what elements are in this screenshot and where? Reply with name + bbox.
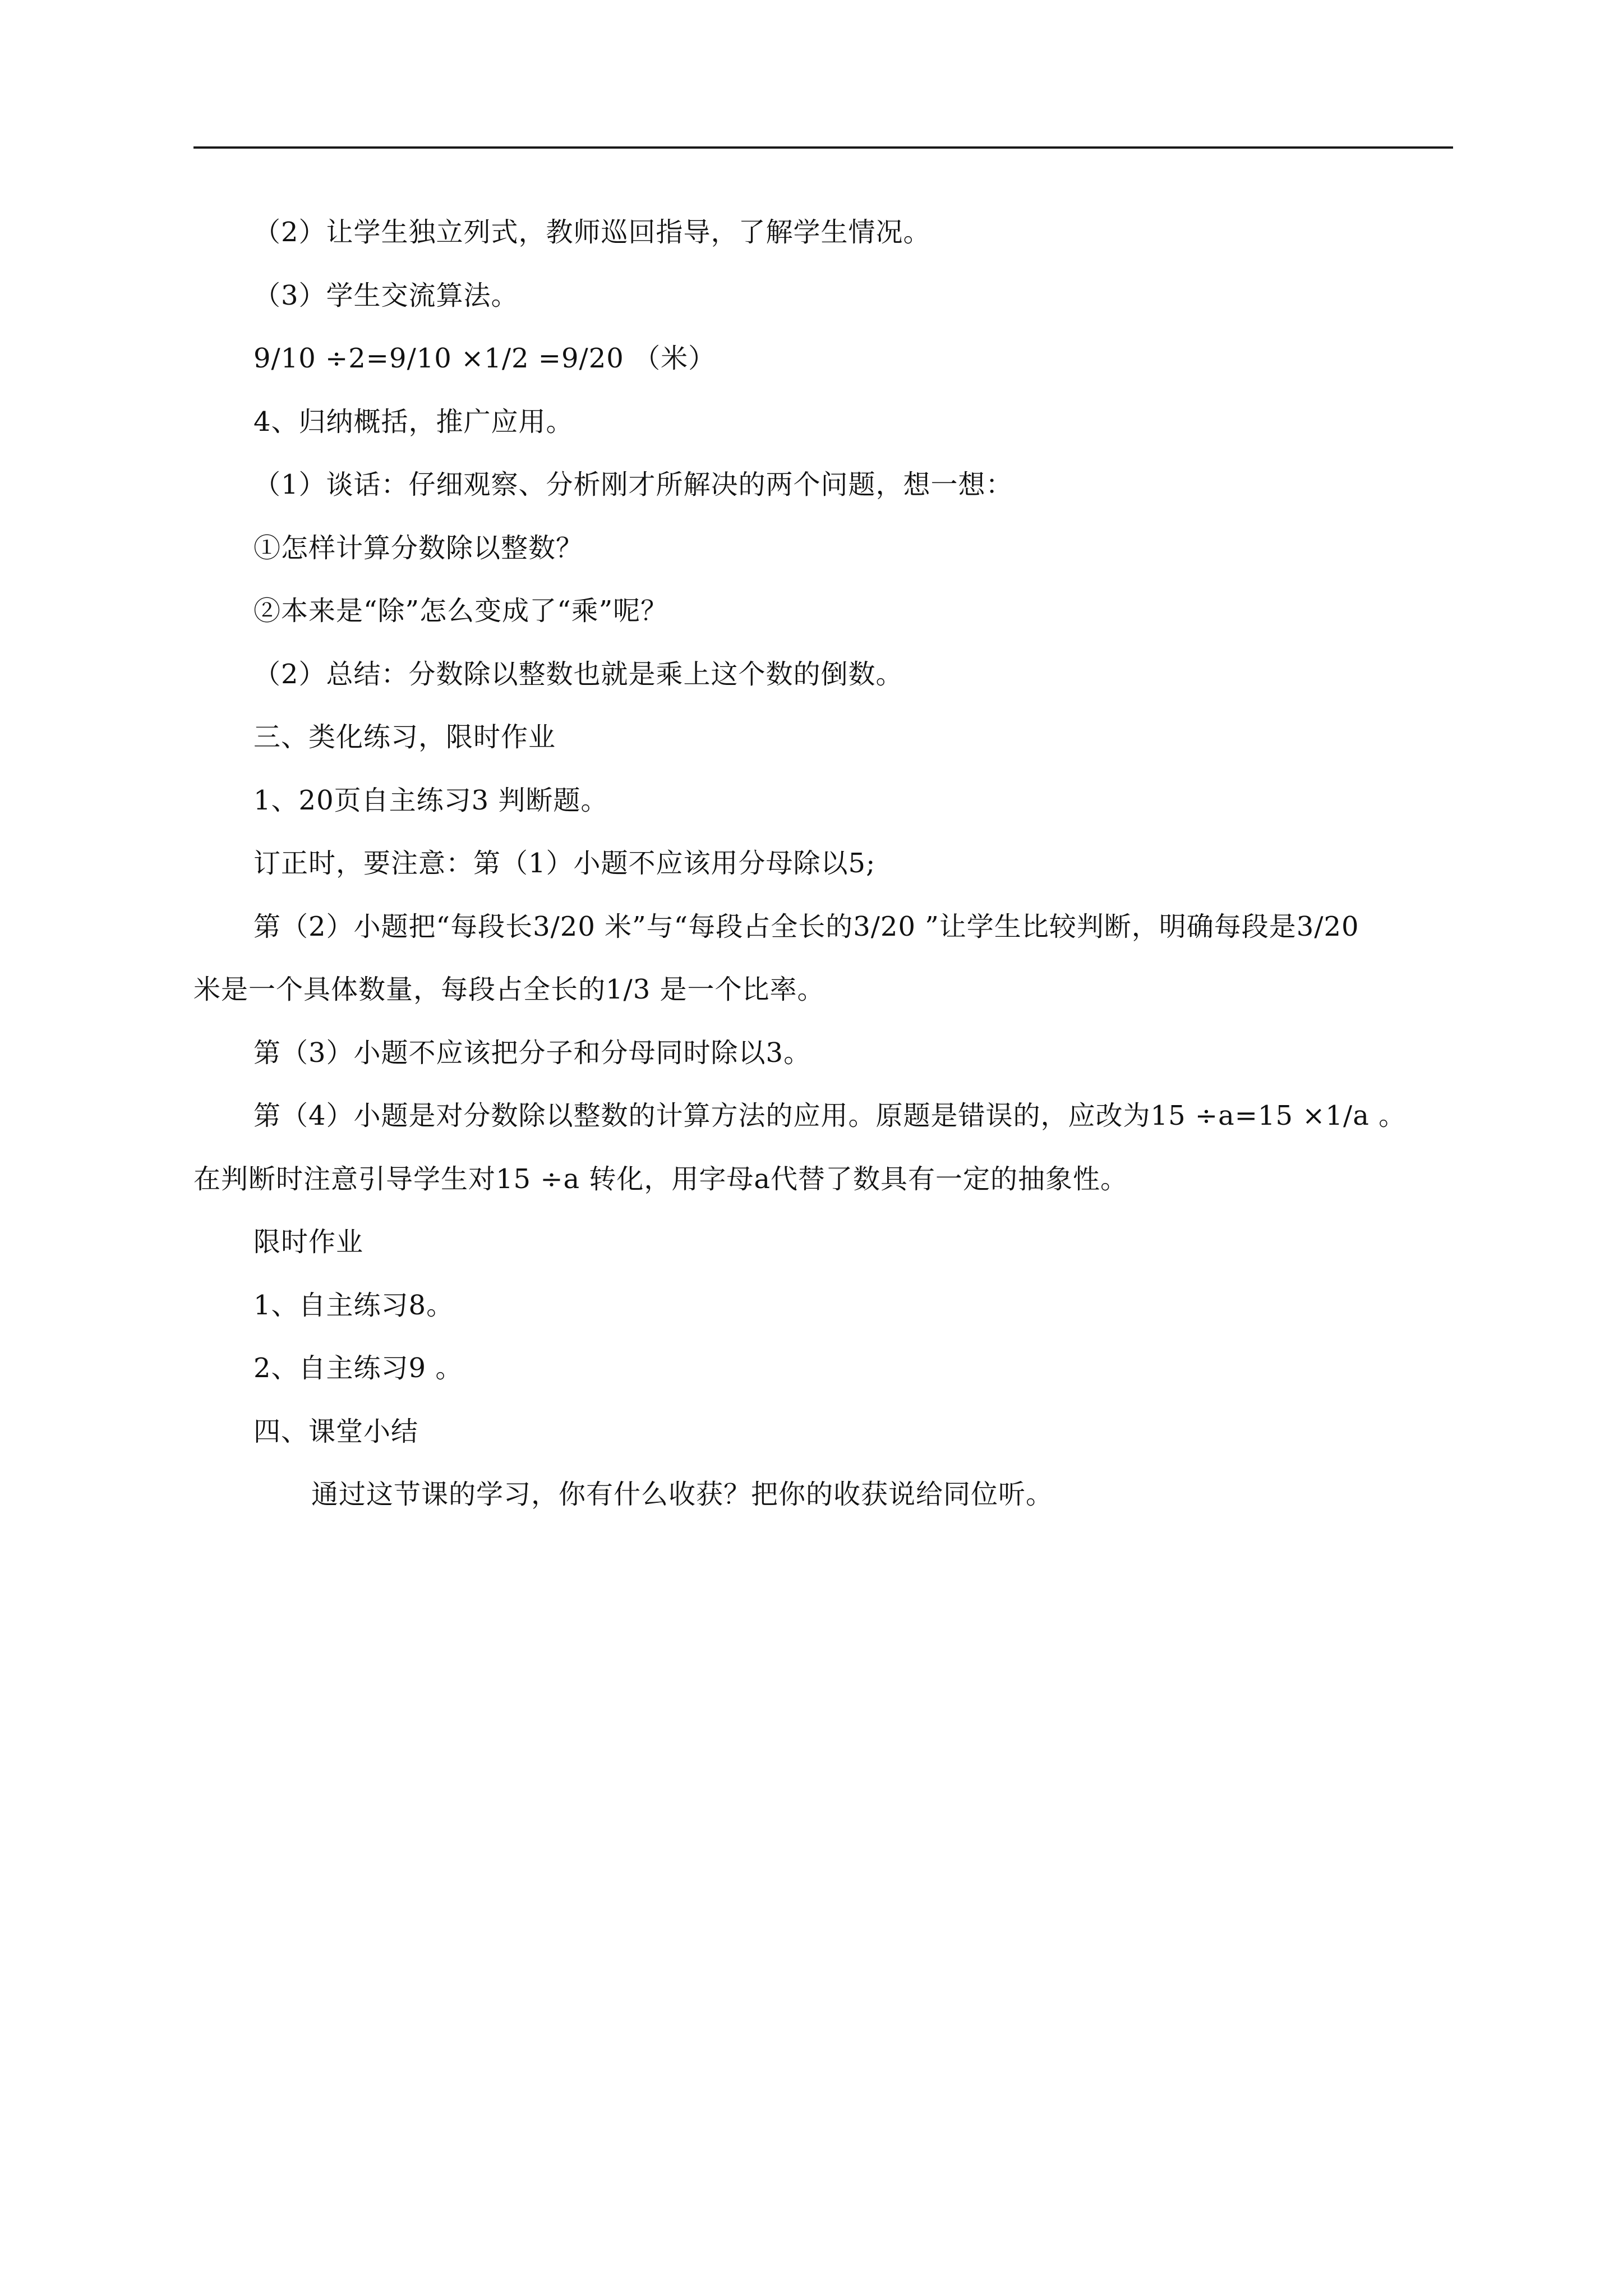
section-heading: 4、归纳概括，推广应用。 xyxy=(253,406,574,438)
header-rule xyxy=(193,146,1453,149)
text-line: 第（2）小题把“每段长3/20 米”与“每段占全长的3/20 ”让学生比较判断，明确每段是3/20 xyxy=(253,911,1359,942)
text-line: 1、20页自主练习3 判断题。 xyxy=(253,785,608,816)
text-line: 米是一个具体数量，每段占全长的1/3 是一个比率。 xyxy=(193,974,825,1005)
text-line: （2）总结：分数除以整数也就是乘上这个数的倒数。 xyxy=(253,659,903,690)
text-line: ②本来是“除”怎么变成了“乘”呢？ xyxy=(253,595,668,627)
section-heading: 三、类化练习，限时作业 xyxy=(253,721,556,753)
section-heading: 限时作业 xyxy=(253,1226,364,1258)
text-line: 通过这节课的学习，你有什么收获？把你的收获说给同位听。 xyxy=(311,1479,1054,1510)
text-line: （2）让学生独立列式，教师巡回指导，了解学生情况。 xyxy=(253,217,931,248)
text-line: 订正时，要注意：第（1）小题不应该用分母除以5; xyxy=(253,848,876,879)
text-line: 在判断时注意引导学生对15 ÷a 转化，用字母a代替了数具有一定的抽象性。 xyxy=(193,1163,1128,1195)
formula-line: 9/10 ÷2=9/10 ×1/2 =9/20 （米） xyxy=(253,343,716,374)
text-line: （1）谈话：仔细观察、分析刚才所解决的两个问题，想一想： xyxy=(253,469,1013,500)
text-line: 2、自主练习9 。 xyxy=(253,1352,463,1384)
section-heading: 四、课堂小结 xyxy=(253,1416,419,1447)
text-line: 第（3）小题不应该把分子和分母同时除以3。 xyxy=(253,1037,811,1069)
text-line: （3）学生交流算法。 xyxy=(253,280,519,311)
text-line: 1、自主练习8。 xyxy=(253,1290,454,1321)
text-line: ①怎样计算分数除以整数？ xyxy=(253,532,584,564)
text-line: 第（4）小题是对分数除以整数的计算方法的应用。原题是错误的，应改为15 ÷a=15 ×1/a 。 xyxy=(253,1100,1407,1131)
